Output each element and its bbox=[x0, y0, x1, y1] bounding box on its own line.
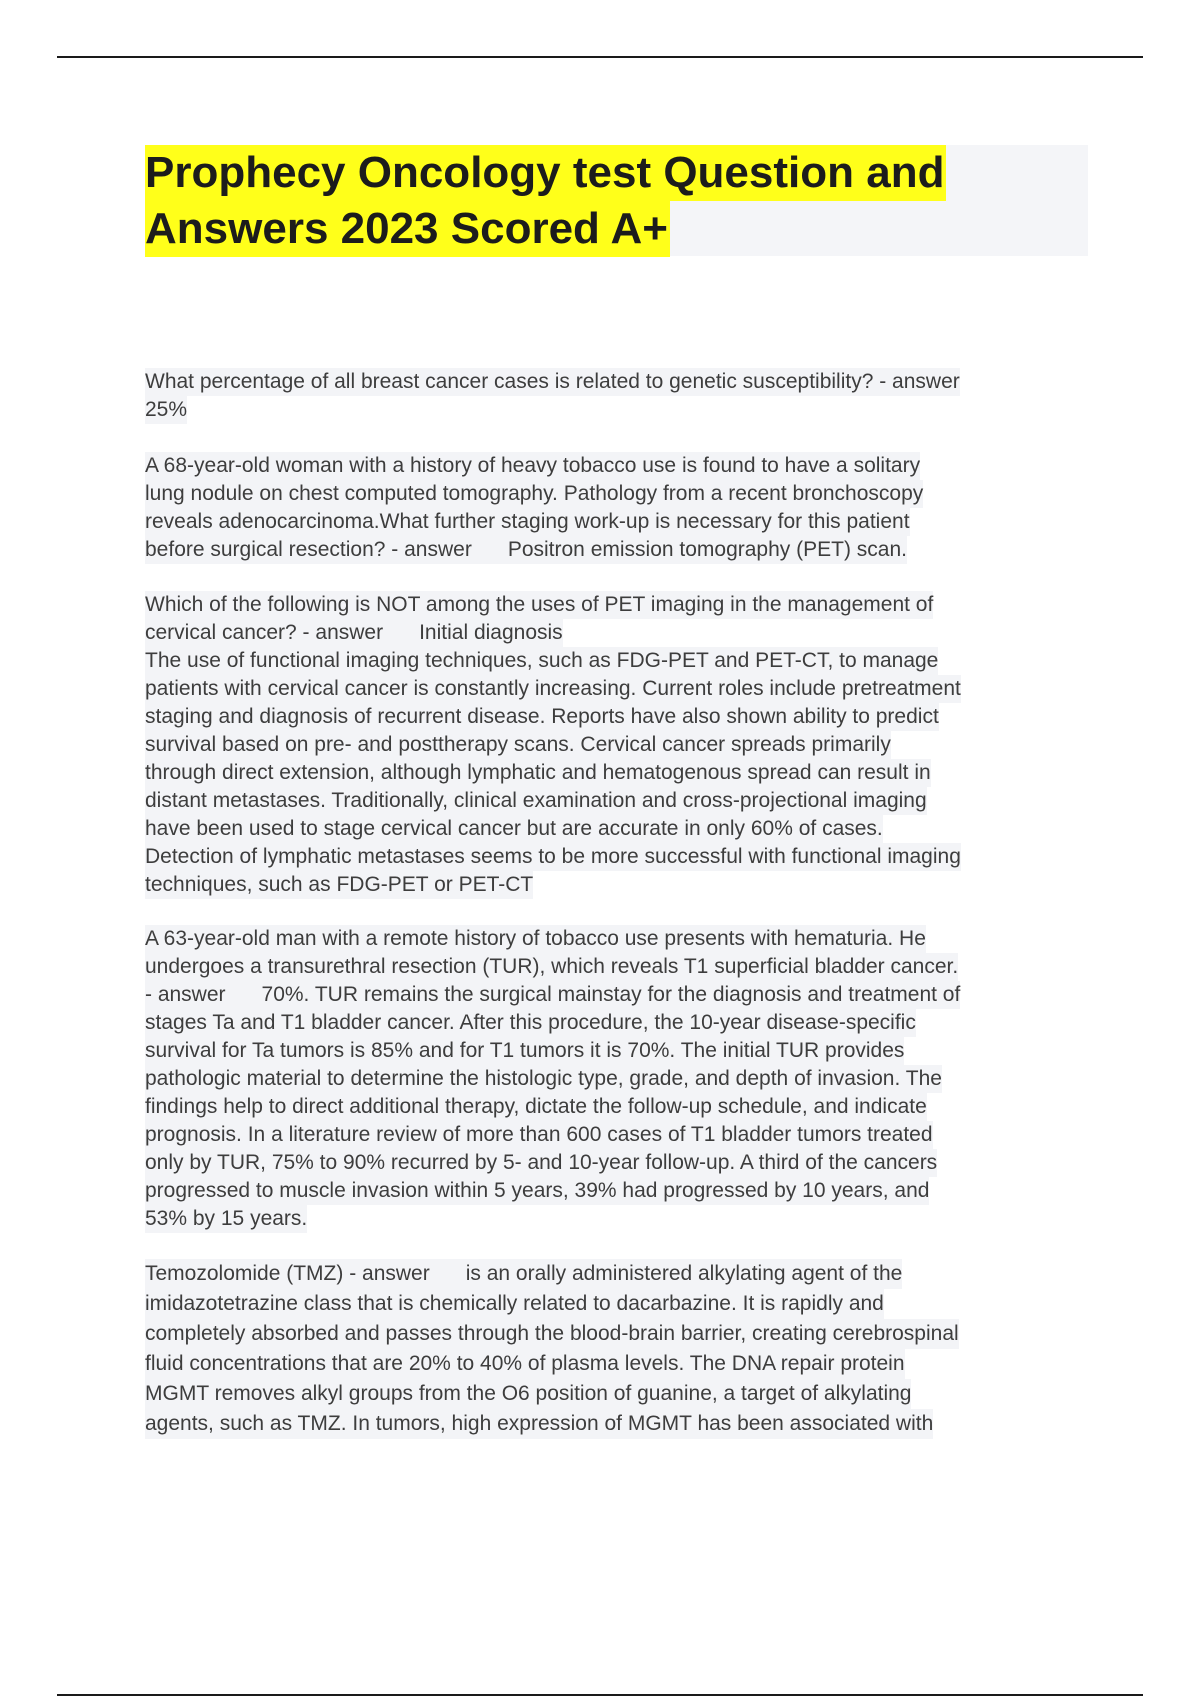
text-line: Detection of lymphatic metastases seems to be more successful with functional imaging bbox=[145, 843, 961, 871]
text-line: 53% by 15 years. bbox=[145, 1205, 307, 1233]
answer-text: Initial diagnosis bbox=[419, 621, 563, 644]
text-line: distant metastases. Traditionally, clinical examination and cross-projectional imaging bbox=[145, 787, 927, 815]
text-line: prognosis. In a literature review of more than 600 cases of T1 bladder tumors treated bbox=[145, 1121, 933, 1149]
text-line: patients with cervical cancer is constantly increasing. Current roles include pretreatment bbox=[145, 675, 961, 703]
text-line: Which of the following is NOT among the uses of PET imaging in the management of bbox=[145, 591, 933, 619]
question-end: - answer bbox=[145, 983, 226, 1006]
qa-temozolomide bbox=[145, 1259, 1095, 1439]
qa-cervical-cancer bbox=[145, 591, 1095, 899]
answer-line bbox=[145, 536, 907, 564]
text-line: undergoes a transurethral resection (TUR), which reveals T1 superficial bladder cancer. bbox=[145, 953, 958, 981]
text-line: The use of functional imaging techniques, such as FDG-PET and PET-CT, to manage bbox=[145, 647, 938, 675]
top-rule bbox=[57, 56, 1143, 58]
title-line: Answers 2023 Scored A+ bbox=[145, 201, 670, 257]
text-line: A 68-year-old woman with a history of heavy tobacco use is found to have a solitary bbox=[145, 452, 920, 480]
text-line: stages Ta and T1 bladder cancer. After this procedure, the 10-year disease-specific bbox=[145, 1009, 916, 1037]
answer-text: is an orally administered alkylating agent of the bbox=[465, 1262, 903, 1285]
text-line: pathologic material to determine the histologic type, grade, and depth of invasion. The bbox=[145, 1065, 942, 1093]
qa-bladder-cancer bbox=[145, 925, 1095, 1233]
text-line: progressed to muscle invasion within 5 years, 39% had progressed by 10 years, and bbox=[145, 1177, 929, 1205]
text-line: imidazotetrazine class that is chemically related to dacarbazine. It is rapidly and bbox=[145, 1289, 884, 1319]
answer-text: 70%. TUR remains the surgical mainstay for the diagnosis and treatment of bbox=[261, 983, 961, 1006]
qa-lung-nodule bbox=[145, 452, 1095, 564]
text-line: lung nodule on chest computed tomography. Pathology from a recent bronchoscopy bbox=[145, 480, 923, 508]
text-line: completely absorbed and passes through the blood-brain barrier, creating cerebrospinal bbox=[145, 1319, 959, 1349]
text-line: fluid concentrations that are 20% to 40% of plasma levels. The DNA repair protein bbox=[145, 1349, 905, 1379]
text-line: reveals adenocarcinoma.What further staging work-up is necessary for this patient bbox=[145, 508, 910, 536]
text-line: staging and diagnosis of recurrent disease. Reports have also shown ability to predict bbox=[145, 703, 939, 731]
bottom-rule bbox=[57, 1694, 1143, 1696]
title-line: Prophecy Oncology test Question and bbox=[145, 145, 946, 201]
text-line: A 63-year-old man with a remote history of tobacco use presents with hematuria. He bbox=[145, 925, 926, 953]
answer-line bbox=[145, 981, 960, 1009]
text-line: MGMT removes alkyl groups from the O6 position of guanine, a target of alkylating bbox=[145, 1379, 911, 1409]
answer-text: Positron emission tomography (PET) scan. bbox=[507, 538, 907, 561]
text-line: findings help to direct additional therapy, dictate the follow-up schedule, and indicate bbox=[145, 1093, 927, 1121]
question-end: Temozolomide (TMZ) - answer bbox=[145, 1262, 430, 1285]
qa-breast-cancer bbox=[145, 368, 1095, 424]
text-line: survival based on pre- and posttherapy scans. Cervical cancer spreads primarily bbox=[145, 731, 891, 759]
answer-text: 25% bbox=[145, 396, 187, 424]
text-line: through direct extension, although lymphatic and hematogenous spread can result in bbox=[145, 759, 931, 787]
text-line: only by TUR, 75% to 90% recurred by 5- and 10-year follow-up. A third of the cancers bbox=[145, 1149, 937, 1177]
answer-line bbox=[145, 619, 563, 647]
text-line: agents, such as TMZ. In tumors, high expression of MGMT has been associated with bbox=[145, 1409, 933, 1439]
text-line: What percentage of all breast cancer cases is related to genetic susceptibility? - answer bbox=[145, 368, 960, 396]
question-end: before surgical resection? - answer bbox=[145, 538, 472, 561]
text-line: techniques, such as FDG-PET or PET-CT bbox=[145, 871, 533, 899]
answer-line bbox=[145, 1259, 902, 1289]
text-line: have been used to stage cervical cancer but are accurate in only 60% of cases. bbox=[145, 815, 883, 843]
text-line: survival for Ta tumors is 85% and for T1 tumors it is 70%. The initial TUR provides bbox=[145, 1037, 904, 1065]
question-end: cervical cancer? - answer bbox=[145, 621, 384, 644]
document-title bbox=[145, 145, 1088, 256]
